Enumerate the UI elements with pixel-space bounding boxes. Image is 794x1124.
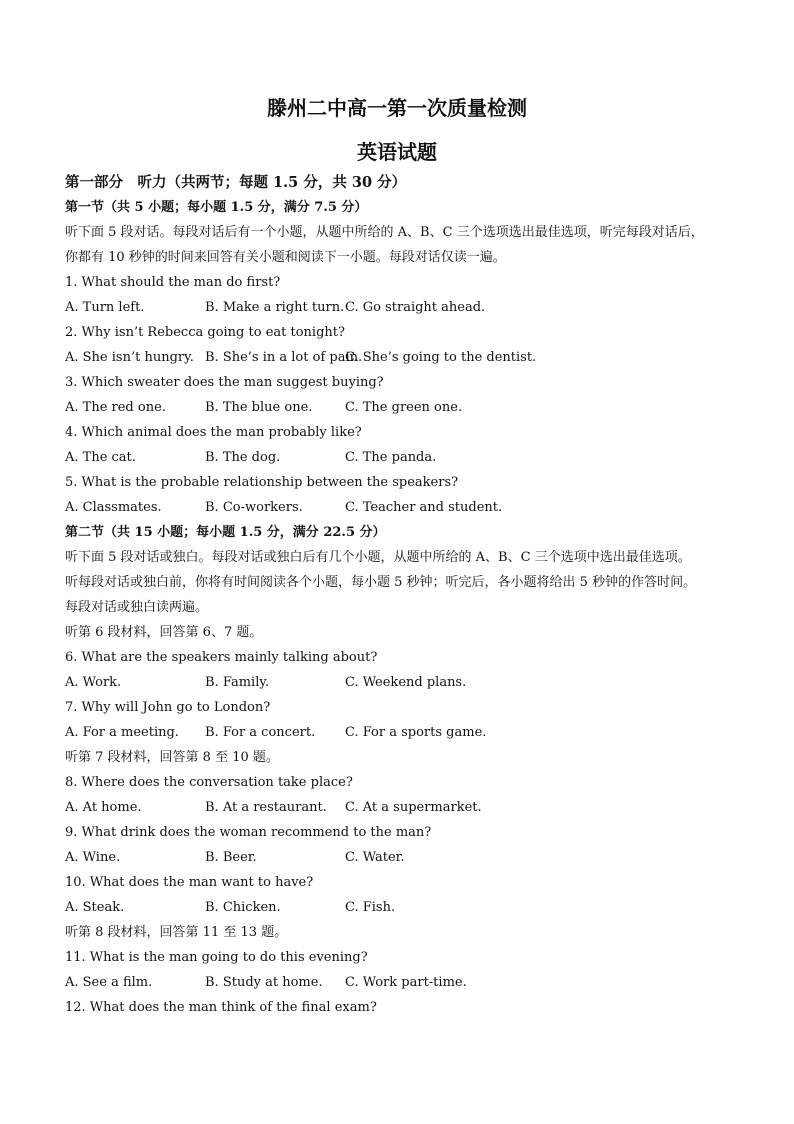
q9-option-b: B. Beer. xyxy=(205,850,257,865)
q7-option-b: B. For a concert. xyxy=(205,725,316,740)
q2-option-b: B. She’s in a lot of pain. xyxy=(205,350,363,365)
q1-option-b: B. Make a right turn. xyxy=(205,300,345,315)
q2-option-c: C. She’s going to the dentist. xyxy=(345,350,537,365)
question-12: 12. What does the man think of the final exam? xyxy=(65,1000,377,1015)
section2-instructions-line1: 听下面 5 段对话或独白。每段对话或独白后有几个小题，从题中所给的 A、B、C 三个选项中选出最佳选项。 xyxy=(65,550,691,565)
section1-instructions-line1: 听下面 5 段对话。每段对话后有一个小题，从题中所给的 A、B、C 三个选项选出最佳选项，听完每段对话后， xyxy=(65,225,704,240)
section2-instructions-line3: 每段对话或独白读两遍。 xyxy=(65,600,209,615)
q4-option-b: B. The dog. xyxy=(205,450,281,465)
q2-option-a: A. She isn’t hungry. xyxy=(65,350,194,365)
q8-option-b: B. At a restaurant. xyxy=(205,800,327,815)
q10-option-a: A. Steak. xyxy=(65,900,125,915)
q10-option-b: B. Chicken. xyxy=(205,900,281,915)
q1-option-a: A. Turn left. xyxy=(65,300,145,315)
q4-option-c: C. The panda. xyxy=(345,450,437,465)
q1-option-c: C. Go straight ahead. xyxy=(345,300,486,315)
question-3: 3. Which sweater does the man suggest buying? xyxy=(65,375,384,390)
q5-option-c: C. Teacher and student. xyxy=(345,500,503,515)
section2-instructions-line2: 听每段对话或独白前，你将有时间阅读各个小题，每小题 5 秒钟；听完后，各小题将给出 5 秒钟的作答时间。 xyxy=(65,575,697,590)
q5-option-b: B. Co-workers. xyxy=(205,500,303,515)
q11-option-c: C. Work part-time. xyxy=(345,975,467,990)
q3-option-b: B. The blue one. xyxy=(205,400,313,415)
q5-option-a: A. Classmates. xyxy=(65,500,162,515)
question-2: 2. Why isn’t Rebecca going to eat tonight? xyxy=(65,325,345,340)
question-1: 1. What should the man do first? xyxy=(65,275,281,290)
q6-option-a: A. Work. xyxy=(65,675,122,690)
question-10: 10. What does the man want to have? xyxy=(65,875,314,890)
q9-option-a: A. Wine. xyxy=(65,850,121,865)
q8-option-a: A. At home. xyxy=(65,800,142,815)
question-4: 4. Which animal does the man probably like? xyxy=(65,425,362,440)
question-9: 9. What drink does the woman recommend to the man? xyxy=(65,825,432,840)
q7-option-a: A. For a meeting. xyxy=(65,725,179,740)
q6-option-c: C. Weekend plans. xyxy=(345,675,467,690)
q3-option-a: A. The red one. xyxy=(65,400,166,415)
part1-heading: 第一部分 听力（共两节；每题 1.5 分，共 30 分） xyxy=(65,174,407,191)
section2-heading: 第二节（共 15 小题；每小题 1.5 分，满分 22.5 分） xyxy=(65,525,386,540)
q6-option-b: B. Family. xyxy=(205,675,270,690)
question-8: 8. Where does the conversation take place? xyxy=(65,775,353,790)
q9-option-c: C. Water. xyxy=(345,850,405,865)
q8-option-c: C. At a supermarket. xyxy=(345,800,482,815)
page-title: 滕州二中高一第一次质量检测 xyxy=(267,96,527,120)
question-5: 5. What is the probable relationship between the speakers? xyxy=(65,475,459,490)
q7-option-c: C. For a sports game. xyxy=(345,725,487,740)
page-subtitle: 英语试题 xyxy=(357,140,437,164)
question-6: 6. What are the speakers mainly talking about? xyxy=(65,650,378,665)
q3-option-c: C. The green one. xyxy=(345,400,463,415)
q11-option-b: B. Study at home. xyxy=(205,975,323,990)
material-7-note: 听第 7 段材料，回答第 8 至 10 题。 xyxy=(65,750,279,765)
material-8-note: 听第 8 段材料，回答第 11 至 13 题。 xyxy=(65,925,288,940)
q11-option-a: A. See a film. xyxy=(65,975,153,990)
question-11: 11. What is the man going to do this evening? xyxy=(65,950,368,965)
q4-option-a: A. The cat. xyxy=(65,450,136,465)
material-6-note: 听第 6 段材料，回答第 6、7 题。 xyxy=(65,625,263,640)
question-7: 7. Why will John go to London? xyxy=(65,700,271,715)
section1-heading: 第一节（共 5 小题；每小题 1.5 分，满分 7.5 分） xyxy=(65,200,368,215)
section1-instructions-line2: 你都有 10 秒钟的时间来回答有关小题和阅读下一小题。每段对话仅读一遍。 xyxy=(65,250,506,265)
q10-option-c: C. Fish. xyxy=(345,900,396,915)
